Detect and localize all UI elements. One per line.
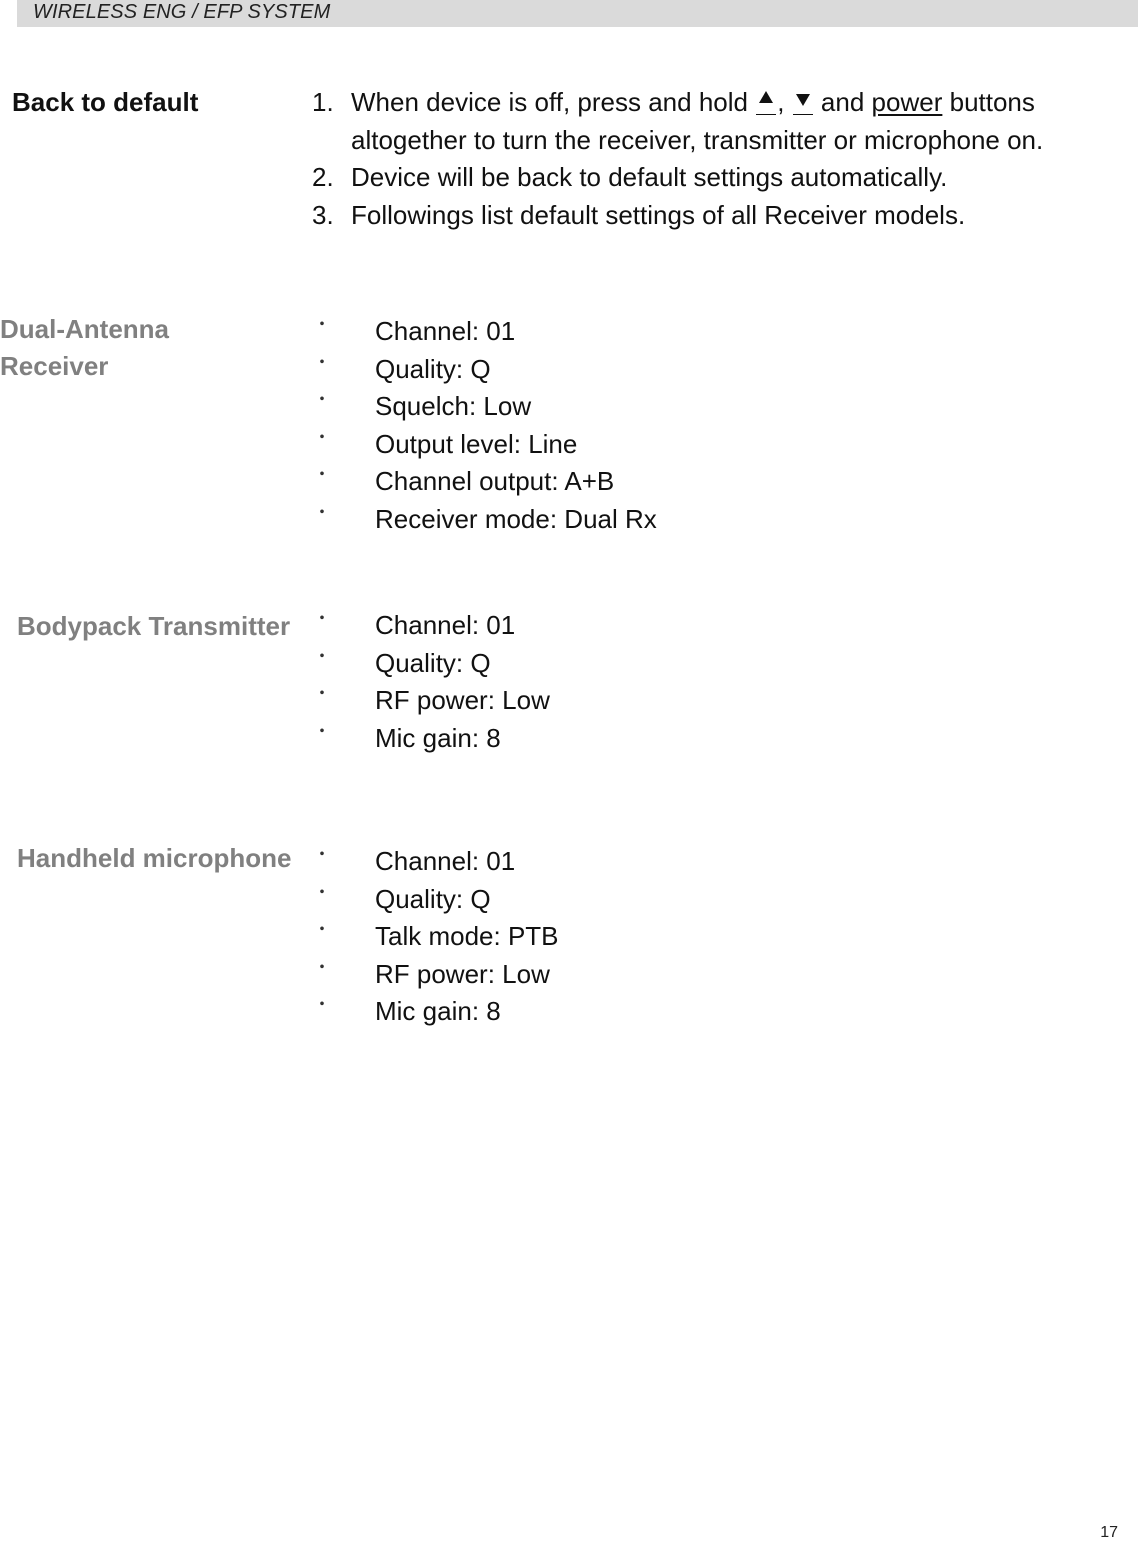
receiver-default-list: [312, 313, 657, 538]
setting-item: [312, 607, 550, 645]
setting-item: [312, 993, 559, 1031]
down-key-symbol: [793, 84, 813, 115]
back-to-default-steps: [312, 84, 1138, 234]
setting-item: [312, 426, 657, 464]
bullet-icon: ・: [312, 994, 332, 1016]
setting-text: Talk mode: PTB: [375, 921, 559, 951]
bullet-icon: ・: [312, 881, 332, 904]
setting-item: [312, 388, 657, 426]
setting-text: Channel: 01: [375, 610, 516, 640]
setting-text: RF power: Low: [375, 685, 550, 715]
setting-item: [312, 313, 657, 351]
setting-text: Quality: Q: [375, 353, 491, 384]
handheld-default-list: [312, 843, 559, 1031]
setting-item: [312, 956, 559, 994]
setting-item: [312, 720, 550, 758]
header-title: WIRELESS ENG / EFP SYSTEM: [33, 1, 331, 23]
step-item: [312, 159, 1138, 197]
setting-item: [312, 881, 559, 919]
step-text-and: and: [820, 87, 865, 117]
triangle-up-icon: [759, 91, 773, 103]
step-text: Followings list default settings of all Receiver models.: [351, 199, 966, 230]
step-text: Device will be back to default settings automatically.: [351, 162, 948, 192]
setting-item: [312, 918, 559, 956]
setting-text: Channel: 01: [375, 316, 516, 346]
setting-item: [312, 463, 657, 501]
page-number: 17: [1100, 1524, 1118, 1541]
bullet-icon: ・: [312, 683, 332, 705]
setting-text: Channel output: A+B: [375, 466, 615, 496]
step-text-rest: buttons altogether to turn the receiver, transmitter or microphone on.: [351, 87, 1044, 155]
bullet-icon: ・: [312, 956, 332, 979]
running-header: [17, 0, 1138, 27]
bullet-icon: ・: [312, 351, 332, 374]
step-number: 3.: [312, 199, 334, 230]
setting-text: Channel: 01: [375, 846, 516, 876]
receiver-section-title: Dual-Antenna Receiver: [0, 314, 169, 381]
setting-item: [312, 682, 550, 720]
step-number: 1.: [312, 87, 334, 117]
bullet-icon: ・: [312, 645, 332, 668]
step-item: [312, 84, 1138, 159]
setting-text: Mic gain: 8: [375, 996, 501, 1026]
bullet-icon: ・: [312, 464, 332, 486]
triangle-down-icon: [796, 94, 810, 106]
setting-text: Squelch: Low: [375, 391, 532, 421]
bullet-icon: ・: [312, 608, 332, 630]
setting-text: Mic gain: 8: [375, 722, 501, 753]
step-item: [312, 197, 1138, 235]
bullet-icon: ・: [312, 389, 332, 411]
setting-text: RF power: Low: [375, 958, 550, 989]
handheld-section-title: Handheld microphone: [17, 843, 292, 873]
setting-item: [312, 501, 657, 539]
bullet-icon: ・: [312, 314, 332, 336]
step-number: 2.: [312, 162, 334, 192]
bodypack-default-list: [312, 607, 550, 757]
setting-item: [312, 645, 550, 683]
setting-item: [312, 351, 657, 389]
key-separator: ,: [777, 87, 785, 117]
bullet-icon: ・: [312, 844, 332, 866]
up-key-symbol: [756, 84, 776, 115]
setting-text: Quality: Q: [375, 647, 491, 678]
bullet-icon: ・: [312, 501, 332, 524]
bullet-icon: ・: [312, 426, 332, 449]
setting-text: Receiver mode: Dual Rx: [375, 503, 657, 534]
setting-text: Output level: Line: [375, 428, 578, 459]
setting-item: [312, 843, 559, 881]
bodypack-section-title: Bodypack Transmitter: [17, 611, 291, 641]
power-button-label: power: [871, 87, 943, 117]
bullet-icon: ・: [312, 919, 332, 941]
step-text: When device is off, press and hold: [351, 87, 748, 117]
setting-text: Quality: Q: [375, 883, 491, 914]
back-to-default-title: Back to default: [12, 87, 199, 117]
bullet-icon: ・: [312, 720, 332, 743]
